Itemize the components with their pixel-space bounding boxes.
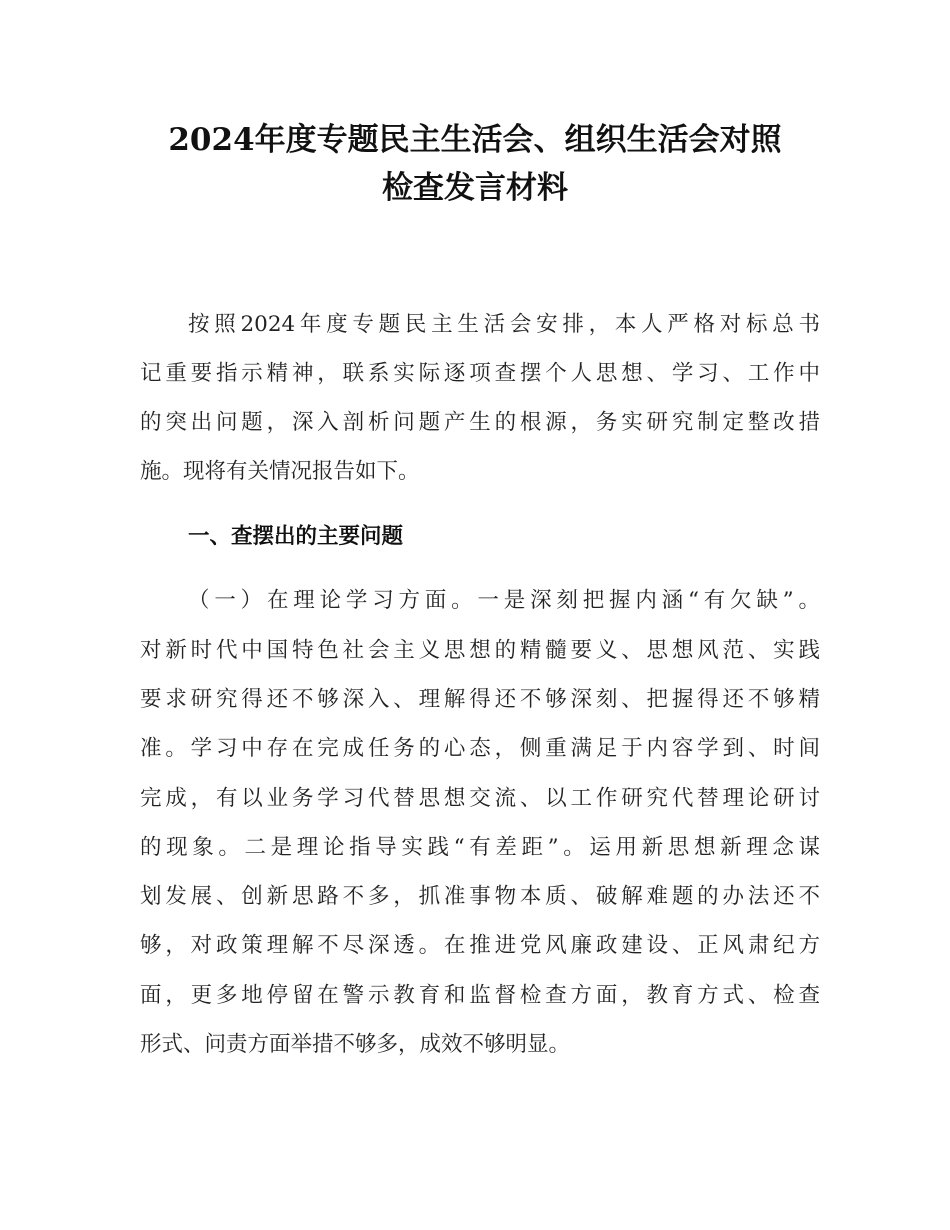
intro-line-4: 施。现将有关情况报告如下。 (140, 459, 420, 484)
document-title-line-2: 检查发言材料 (382, 170, 568, 206)
intro-line-1: 按照2024年度专题民主生活会安排，本人严格对标总书 (188, 312, 820, 337)
para1-line-1: （一）在理论学习方面。一是深刻把握内涵“有欠缺”。 (188, 588, 820, 613)
section-heading: 一、查摆出的主要问题 (188, 524, 404, 549)
para1-line-2: 对新时代中国特色社会主义思想的精髓要义、思想风范、实践 (140, 638, 820, 663)
para1-line-7: 划发展、创新思路不多，抓准事物本质、破解难题的办法还不 (140, 884, 820, 909)
intro-line-2: 记重要指示精神，联系实际逐项查摆个人思想、学习、工作中 (140, 361, 820, 386)
para1-line-10: 形式、问责方面举措不够多，成效不够明显。 (140, 1032, 571, 1057)
document-title-line-1: 2024年度专题民主生活会、组织生活会对照 (168, 122, 782, 158)
para1-line-6: 的现象。二是理论指导实践“有差距”。运用新思想新理念谋 (140, 835, 820, 860)
para1-line-4: 准。学习中存在完成任务的心态，侧重满足于内容学到、时间 (140, 736, 820, 761)
intro-line-3: 的突出问题，深入剖析问题产生的根源，务实研究制定整改措 (140, 410, 820, 435)
para1-line-3: 要求研究得还不够深入、理解得还不够深刻、把握得还不够精 (140, 687, 820, 712)
para1-line-5: 完成，有以业务学习代替思想交流、以工作研究代替理论研讨 (140, 786, 820, 811)
para1-line-9: 面，更多地停留在警示教育和监督检查方面，教育方式、检查 (140, 983, 820, 1008)
para1-line-8: 够，对政策理解不尽深透。在推进党风廉政建设、正风肃纪方 (140, 933, 820, 958)
